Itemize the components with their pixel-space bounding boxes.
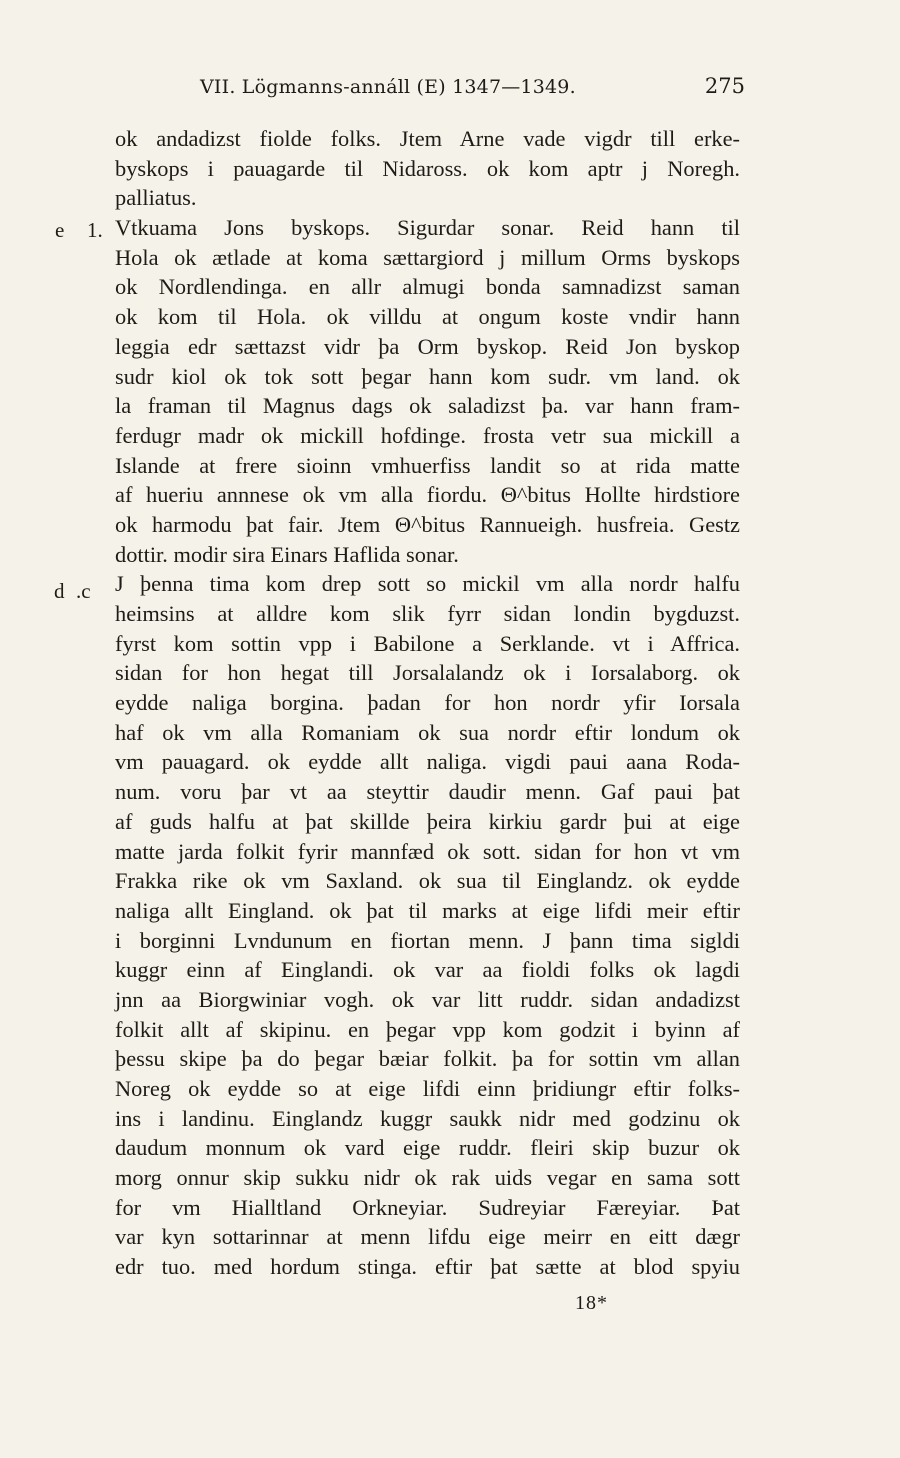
text-line: kuggr einn af Einglandi. ok var aa fioldi folks ok lagdi (115, 957, 740, 983)
text-line: naliga allt Eingland. ok þat til marks at eige lifdi meir eftir (115, 897, 740, 923)
running-header (200, 76, 745, 106)
text-line: Hola ok ætlade at koma sættargiord j millum Orms byskops (115, 244, 740, 270)
body-text (115, 124, 740, 1282)
margin-entry-number: 1. (87, 218, 103, 242)
text-line: ferdugr madr ok mickill hofdinge. frosta vetr sua mickill a (115, 422, 740, 448)
margin-letter-e: e (55, 218, 65, 242)
text-line: Islande at frere sioinn vmhuerfiss landit so at rida matte (115, 452, 740, 478)
text-line: vm pauagard. ok eydde allt naliga. vigdi paui aana Roda- (115, 749, 740, 775)
text-line: Frakka rike ok vm Saxland. ok sua til Einglandz. ok eydde (115, 868, 740, 894)
text-line: edr tuo. med hordum stinga. eftir þat sætte at blod spyiu (115, 1254, 740, 1280)
text-line: matte jarda folkit fyrir mannfæd ok sott. sidan for hon vt vm (115, 838, 740, 864)
text-line: Noreg ok eydde so at eige lifdi einn þridiungr eftir folks- (115, 1076, 740, 1101)
running-title: VII. Lögmanns-annáll (E) 1347—1349. (200, 76, 576, 98)
text-line: morg onnur skip sukku nidr ok rak uids vegar en sama sott (115, 1165, 740, 1191)
text-line: ok kom til Hola. ok villdu at ongum koste vndir hann (115, 304, 740, 330)
text-line: i borginni Lvndunum en fiortan menn. J þann tima sigldi (115, 927, 740, 953)
text-line: haf ok vm alla Romaniam ok sua nordr eftir londum ok (115, 719, 740, 745)
text-line: num. voru þar vt aa steyttir daudir menn. Gaf paui þat (115, 779, 740, 805)
text-line: ok andadizst fiolde folks. Jtem Arne vade vigdr till erke- (115, 126, 740, 151)
text-line: eydde naliga borgina. þadan for hon nordr yfir Iorsala (115, 690, 740, 716)
text-line: ok harmodu þat fair. Jtem Θ^bitus Rannueigh. husfreia. Gestz (115, 511, 740, 537)
margin-letter-d: d (54, 579, 65, 603)
text-line: þessu skipe þa do þegar bæiar folkit. þa for sottin vm allan (115, 1046, 740, 1072)
text-line: J þenna tima kom drep sott so mickil vm alla nordr halfu (115, 571, 740, 597)
text-line: af guds halfu at þat skillde þeira kirkiu gardr þui at eige (115, 808, 740, 834)
text-line: daudum monnum ok vard eige ruddr. fleiri skip buzur ok (115, 1135, 740, 1161)
margin-marker-c: .c (76, 579, 91, 603)
text-line: byskops i pauagarde til Nidaross. ok kom aptr j Noregh. (115, 155, 740, 181)
text-line: la framan til Magnus dags ok saladizst þa. var hann fram- (115, 393, 740, 419)
text-line: ins i landinu. Einglandz kuggr saukk nidr med godzinu ok (115, 1105, 740, 1131)
text-line: sudr kiol ok tok sott þegar hann kom sudr. vm land. ok (115, 363, 740, 389)
text-line: ok Nordlendinga. en allr almugi bonda samnadizst saman (115, 274, 740, 300)
text-line: heimsins at alldre kom slik fyrr sidan londin bygduzst. (115, 601, 740, 626)
text-line: folkit allt af skipinu. en þegar vpp kom godzit i byinn af (115, 1016, 740, 1042)
text-line: fyrst kom sottin vpp i Babilone a Serklande. vt i Affrica. (115, 630, 740, 656)
text-line: leggia edr sættazst vidr þa Orm byskop. Reid Jon byskop (115, 333, 740, 359)
text-line: af hueriu annnese ok vm alla fiordu. Θ^bitus Hollte hirdstiore (115, 482, 740, 508)
text-line: Vtkuama Jons byskops. Sigurdar sonar. Reid hann til (115, 215, 740, 241)
signature-mark: 18* (575, 1292, 608, 1314)
text-line: jnn aa Biorgwiniar vogh. ok var litt ruddr. sidan andadizst (115, 986, 740, 1012)
text-line: var kyn sottarinnar at menn lifdu eige meirr en eitt dægr (115, 1224, 740, 1250)
text-line: sidan for hon hegat till Jorsalalandz ok i Iorsalaborg. ok (115, 660, 740, 686)
text-line: for vm Hialltland Orkneyiar. Sudreyiar Færeyiar. Þat (115, 1194, 740, 1220)
page-number: 275 (704, 74, 745, 98)
text-line: palliatus. (115, 185, 197, 211)
text-line: dottir. modir sira Einars Haflida sonar. (115, 541, 459, 567)
